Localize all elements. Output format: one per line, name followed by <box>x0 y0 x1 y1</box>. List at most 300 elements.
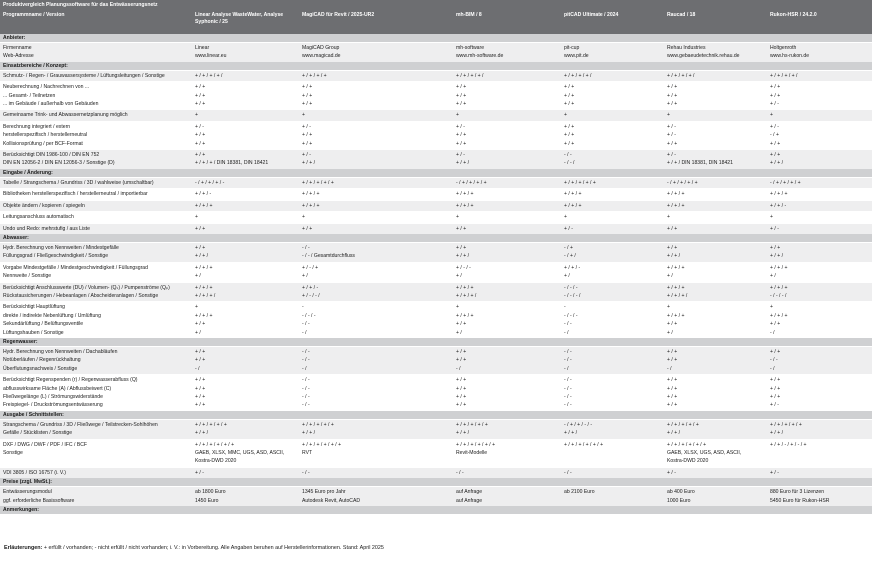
cell-value: + / + / + / + / <box>564 72 592 79</box>
cell-value: + / + <box>667 377 678 384</box>
cell-value: - / - <box>564 321 572 328</box>
criterion-cell <box>0 223 192 234</box>
cell-value: 1450 Euro <box>195 497 219 504</box>
value-cell <box>767 262 872 282</box>
cell-value: - / <box>667 365 672 372</box>
cell-value: + / + / - <box>770 202 787 209</box>
value-cell <box>767 487 872 506</box>
value-cell <box>192 467 299 478</box>
value-cell <box>767 212 872 223</box>
cell-value: + / + / + / <box>456 292 477 299</box>
cell-value: + / + <box>564 140 575 147</box>
criterion-label: Sekundärlüftung / Belüftungsventile <box>3 321 84 328</box>
cell-value: + <box>770 112 773 119</box>
cell-value: + / + <box>456 394 467 400</box>
value-cell <box>299 121 453 149</box>
cell-value: + / + / + <box>302 202 320 209</box>
value-cell <box>664 200 767 211</box>
cell-value: + / + / + / + / + <box>667 421 699 428</box>
section-header-row <box>0 411 872 420</box>
cell-value: + / + / + <box>195 202 213 209</box>
cell-value: + <box>667 304 670 311</box>
cell-value: + / + / + <box>302 191 320 198</box>
empty-cell <box>299 515 453 526</box>
criterion-label: Berücksichtigt DIN 1986-100 / DIN EN 752 <box>3 152 100 159</box>
value-cell <box>299 375 453 411</box>
criterion-label: DXF / DWG / DWF / PDF / IFC / BCF <box>3 441 88 448</box>
cell-value: + / + / - <box>302 284 319 291</box>
cell-value: + / + <box>667 348 678 355</box>
value-cell <box>299 200 453 211</box>
value-cell <box>561 43 664 62</box>
table-row <box>0 189 872 200</box>
cell-value: www.gebaeudetechnik.rehau.de <box>667 53 740 60</box>
value-cell <box>561 212 664 223</box>
cell-value: + / + <box>302 84 313 91</box>
value-cell <box>192 121 299 149</box>
cell-value: + / <box>667 273 673 280</box>
cell-value: Revit-Modelle <box>456 450 488 457</box>
criterion-label: Fließwegelänge (L) / Strömungswiderstände <box>3 394 103 400</box>
cell-value: www.linear.eu <box>195 53 227 60</box>
value-cell <box>664 189 767 200</box>
cell-value: + / + / + <box>770 284 788 291</box>
cell-value: - / - <box>564 152 572 159</box>
value-cell <box>299 177 453 188</box>
criterion-label: ggf. erforderliche Basissoftware <box>3 497 75 504</box>
value-cell <box>664 346 767 374</box>
cell-value: + / + <box>564 132 575 139</box>
value-cell <box>561 177 664 188</box>
value-cell <box>767 375 872 411</box>
header-label: Programmname / Version <box>0 11 192 34</box>
value-cell <box>453 242 561 262</box>
cell-value: + / + / + / + / + <box>456 421 488 428</box>
cell-value: 880 Euro für 3 Lizenzen <box>770 489 825 496</box>
cell-value: + / + / + / + <box>302 72 327 79</box>
criterion-label: Kollisionsprüfung / per BCF-Format <box>3 140 83 147</box>
cell-value: mh-software <box>456 45 485 51</box>
cell-value: + / + / + <box>564 191 582 198</box>
empty-cell <box>767 515 872 526</box>
cell-value: + <box>302 112 305 119</box>
value-cell <box>664 282 767 302</box>
value-cell <box>664 212 767 223</box>
value-cell <box>192 189 299 200</box>
cell-value: + / + <box>667 140 678 147</box>
criterion-cell <box>0 70 192 81</box>
table-row <box>0 375 872 411</box>
cell-value: + / + / <box>456 430 470 437</box>
cell-value: - / <box>770 329 775 336</box>
criterion-label: Lüftungshauben / Sonstige <box>3 329 64 336</box>
cell-value: + / + / <box>302 160 316 167</box>
cell-value: + / + <box>195 92 206 99</box>
cell-value: + / - <box>456 152 465 159</box>
criterion-label: Strangschema / Grundriss / 3D / Fließwege / Teilstrecken-Sohlhöhen <box>3 421 158 428</box>
value-cell <box>664 467 767 478</box>
cell-value: + / + / - / + / - / + <box>770 441 807 448</box>
cell-value: + / + <box>770 92 781 99</box>
section-title: Einsatzbereiche / Konzept: <box>0 62 872 71</box>
cell-value: + <box>667 214 670 221</box>
value-cell <box>453 189 561 200</box>
value-cell <box>767 419 872 439</box>
value-cell <box>299 82 453 110</box>
cell-value: GAEB, XLSX, UGS, ASD, ASCII, <box>667 450 742 457</box>
section-title: Anmerkungen: <box>0 506 872 515</box>
section-title: Preise (zzgl. MwSt.): <box>0 478 872 487</box>
cell-value: + / + / + <box>456 191 474 198</box>
cell-value: ab 400 Euro <box>667 489 695 496</box>
cell-value: + / + <box>667 321 678 328</box>
cell-value: + / + <box>770 377 781 384</box>
table-row <box>0 242 872 262</box>
cell-value: auf Anfrage <box>456 497 483 504</box>
value-cell <box>767 43 872 62</box>
cell-value: + / + / + / + / + / + <box>195 441 235 448</box>
criterion-label: direkte / indirekte Nebenlüftung / Umlüftung <box>3 312 101 319</box>
criterion-label: Freispiegel- / Druckströmungsentwässerung <box>3 402 103 409</box>
criterion-label: Objekte ändern / kopieren / spiegeln <box>3 202 85 209</box>
cell-value: - / <box>564 329 569 336</box>
criterion-cell <box>0 150 192 169</box>
value-cell <box>561 242 664 262</box>
cell-value: + <box>770 214 773 221</box>
cell-value: + / + <box>770 244 781 251</box>
table-row <box>0 121 872 149</box>
section-header-row <box>0 234 872 243</box>
cell-value: + / + / + <box>456 312 474 319</box>
cell-value: + / + <box>195 132 206 139</box>
table-row <box>0 223 872 234</box>
value-cell <box>192 82 299 110</box>
cell-value: + <box>564 214 567 221</box>
cell-value: - / <box>564 365 569 372</box>
criterion-label: Berücksichtigt Anschlusswerte (DU) / Volumen- (Qₛ) / Pumpenströme (Qₚ) <box>3 284 170 291</box>
cell-value: + / + <box>195 357 206 364</box>
criterion-label: Bibliotheken herstellerspezifisch / herstellerneutral / importierbar <box>3 191 148 198</box>
value-cell <box>299 282 453 302</box>
section-title: Abwasser: <box>0 234 872 243</box>
product-header: pitCAD Ultimate / 2024 <box>561 11 664 34</box>
cell-value: Kostra-DWD 2020 <box>195 458 237 465</box>
value-cell <box>561 282 664 302</box>
value-cell <box>192 487 299 506</box>
cell-value: + / + <box>770 348 781 355</box>
value-cell <box>192 150 299 169</box>
cell-value: + / + <box>667 357 678 364</box>
cell-value: + / + / + <box>456 202 474 209</box>
cell-value: - / <box>195 365 200 372</box>
value-cell <box>767 70 872 81</box>
value-cell <box>767 189 872 200</box>
cell-value: + / + <box>195 348 206 355</box>
value-cell <box>767 150 872 169</box>
cell-value: + / + / + / <box>667 292 688 299</box>
value-cell <box>453 121 561 149</box>
cell-value: + / + <box>770 140 781 147</box>
value-cell <box>561 223 664 234</box>
criterion-cell <box>0 200 192 211</box>
value-cell <box>192 302 299 338</box>
criterion-cell <box>0 110 192 121</box>
criterion-label: Hydr. Berechnung von Nennweiten / Dachabläufen <box>3 348 118 355</box>
table-row <box>0 110 872 121</box>
cell-value: + / + <box>195 244 206 251</box>
cell-value: + / <box>564 273 570 280</box>
value-cell <box>192 43 299 62</box>
value-cell <box>767 282 872 302</box>
cell-value: + / + <box>456 357 467 364</box>
value-cell <box>192 110 299 121</box>
cell-value: + / + <box>195 321 206 328</box>
cell-value: - / - / - / <box>564 292 581 299</box>
cell-value: - / + / + / + / + <box>770 179 801 186</box>
value-cell <box>561 189 664 200</box>
cell-value: - / - / - / <box>770 292 787 299</box>
cell-value: + / + / + <box>564 202 582 209</box>
criterion-cell <box>0 82 192 110</box>
empty-row <box>0 515 872 526</box>
criterion-cell <box>0 439 192 467</box>
value-cell <box>192 375 299 411</box>
value-cell <box>767 439 872 467</box>
cell-value: + <box>770 304 773 311</box>
criterion-label: Web-Adresse <box>3 53 34 60</box>
value-cell <box>664 439 767 467</box>
cell-value: + / + <box>667 394 678 400</box>
value-cell <box>561 200 664 211</box>
value-cell <box>192 262 299 282</box>
criterion-cell <box>0 177 192 188</box>
empty-cell <box>0 515 192 526</box>
value-cell <box>664 262 767 282</box>
cell-value: + / + <box>195 140 206 147</box>
value-cell <box>767 200 872 211</box>
cell-value: - <box>302 304 304 311</box>
cell-value: + / + <box>456 84 467 91</box>
cell-value: + / + / DIN 18381, DIN 18421 <box>667 160 733 167</box>
cell-value: - / <box>770 365 775 372</box>
value-cell <box>192 212 299 223</box>
cell-value: + / - / + <box>302 264 319 271</box>
value-cell <box>453 212 561 223</box>
criterion-label: ... Gesamt- / Teilnetzen <box>3 92 56 99</box>
cell-value: Holtgenroth <box>770 45 797 51</box>
cell-value: + / + <box>456 132 467 139</box>
cell-value: + <box>195 214 198 221</box>
table-row <box>0 177 872 188</box>
criterion-label: Überflutungsnachweis / Sonstige <box>3 365 78 372</box>
value-cell <box>664 82 767 110</box>
cell-value: + / - <box>302 123 311 130</box>
value-cell <box>664 242 767 262</box>
cell-value: + / - / - / <box>302 292 320 299</box>
value-cell <box>299 346 453 374</box>
cell-value: GAEB, XLSX, MMC, UGS, ASD, ASCII, <box>195 450 285 457</box>
table-title: Produktvergleich Planungssoftware für das Entwässerungsnetz <box>0 0 872 11</box>
value-cell <box>453 282 561 302</box>
product-header: Rukon-HSR / 24.2.0 <box>767 11 872 34</box>
cell-value: - / + / + / + / - <box>195 179 225 186</box>
cell-value: + / + / + / + / + <box>770 421 802 428</box>
cell-value: + / + <box>456 385 467 392</box>
cell-value: Autodesk Revit, AutoCAD <box>302 497 361 504</box>
criterion-label: Rückstausicherungen / Hebeanlagen / Abscheideranlagen / Sonstige <box>3 292 159 299</box>
criterion-label: Nennweite / Sonstige <box>3 273 52 280</box>
cell-value: + / + <box>302 101 313 108</box>
cell-value: - / - <box>302 402 310 409</box>
value-cell <box>767 121 872 149</box>
cell-value: + / + <box>195 152 206 159</box>
cell-value: - / - / - <box>564 284 578 291</box>
cell-value: - / - <box>302 244 310 251</box>
value-cell <box>664 487 767 506</box>
cell-value: + / <box>667 329 673 336</box>
table-row <box>0 419 872 439</box>
header-row <box>0 11 872 34</box>
value-cell <box>453 200 561 211</box>
table-row <box>0 262 872 282</box>
value-cell <box>192 282 299 302</box>
cell-value: + / - / - <box>456 264 471 271</box>
cell-value: + / - <box>667 123 676 130</box>
cell-value: - / - <box>564 469 572 476</box>
cell-value: ab 2100 Euro <box>564 489 595 496</box>
section-header-row <box>0 169 872 178</box>
value-cell <box>192 439 299 467</box>
criterion-cell <box>0 189 192 200</box>
section-title: Regenwasser: <box>0 338 872 347</box>
cell-value: + / + <box>667 385 678 392</box>
value-cell <box>453 487 561 506</box>
cell-value: + / - <box>456 123 465 130</box>
value-cell <box>664 419 767 439</box>
cell-value: + / + / + / + / + / + <box>456 441 496 448</box>
cell-value: + / + / + / + / <box>456 72 484 79</box>
cell-value: + / + / + <box>770 264 788 271</box>
cell-value: + / + <box>456 402 467 409</box>
criterion-cell <box>0 43 192 62</box>
cell-value: + / + <box>195 84 206 91</box>
cell-value: - / - / - <box>564 312 578 319</box>
value-cell <box>453 346 561 374</box>
cell-value: + / + / + / DIN 18381, DIN 18421 <box>195 160 269 167</box>
cell-value: + / + / + <box>667 284 685 291</box>
cell-value: + / + <box>770 385 781 392</box>
value-cell <box>453 419 561 439</box>
cell-value: + / + <box>564 84 575 91</box>
table-row <box>0 439 872 467</box>
cell-value: 5450 Euro für Rukon-HSR <box>770 497 830 504</box>
value-cell <box>299 242 453 262</box>
cell-value: - / - <box>564 402 572 409</box>
cell-value: + / + <box>456 140 467 147</box>
cell-value: ab 1800 Euro <box>195 489 226 496</box>
value-cell <box>453 467 561 478</box>
cell-value: - / <box>456 365 461 372</box>
value-cell <box>453 262 561 282</box>
cell-value: + / + / + <box>195 312 213 319</box>
empty-cell <box>453 515 561 526</box>
cell-value: + / + <box>770 321 781 328</box>
cell-value: + / + <box>667 402 678 409</box>
cell-value: + / + <box>456 321 467 328</box>
cell-value: + / - <box>667 152 676 159</box>
criterion-label: Notüberläufen / Regenrückhaltung <box>3 357 81 364</box>
cell-value: + / + / + / + / <box>195 72 223 79</box>
criterion-label: Schmutz- / Regen- / Grauwassersysteme / Lüftungsleitungen / Sonstige <box>3 72 165 79</box>
cell-value: Linear <box>195 45 210 51</box>
cell-value: + / + <box>667 101 678 108</box>
cell-value: - / - / Gesamtdurchfluss <box>302 253 355 260</box>
cell-value: - / - <box>564 385 572 392</box>
criterion-label: Tabelle / Strangschema / Grundriss / 3D / wahlweise (umschaltbar) <box>3 179 154 186</box>
value-cell <box>767 177 872 188</box>
cell-value: + / + / + / + / + / + <box>667 441 707 448</box>
criterion-label: Berücksichtigt Regenspenden (r) / Regenwasserabfluss (Q) <box>3 377 138 384</box>
value-cell <box>453 177 561 188</box>
cell-value: - / - <box>564 394 572 400</box>
criterion-cell <box>0 375 192 411</box>
cell-value: - / + <box>564 244 573 251</box>
cell-value: + / + / <box>667 253 681 260</box>
cell-value: Rehau Industries <box>667 45 706 51</box>
criterion-label: Firmenname <box>3 45 32 51</box>
criterion-cell <box>0 212 192 223</box>
cell-value: + / - <box>302 152 311 159</box>
section-title: Ausgabe / Schnittstellen: <box>0 411 872 420</box>
table-row <box>0 43 872 62</box>
criterion-label: Gemeinsame Trink- und Abwassernetzplanung möglich <box>3 112 128 119</box>
cell-value: + / + / - <box>195 191 212 198</box>
criterion-label: Füllungsgrad / Fließgeschwindigkeit / Sonstige <box>3 253 109 260</box>
cell-value: + / - <box>770 101 779 108</box>
cell-value: + / + <box>667 84 678 91</box>
cell-value: - / + / <box>564 253 576 260</box>
criterion-label: herstellerspezifisch / herstellerneutral <box>3 132 88 139</box>
legend-label: Erläuterungen: <box>4 545 43 551</box>
value-cell <box>767 242 872 262</box>
cell-value: - / + / + / + / + <box>456 179 487 186</box>
value-cell <box>453 223 561 234</box>
title-row <box>0 0 872 11</box>
value-cell <box>192 70 299 81</box>
table-row <box>0 282 872 302</box>
cell-value: - / - <box>302 357 310 364</box>
cell-value: - / - <box>564 348 572 355</box>
cell-value: + / + / - <box>564 264 581 271</box>
cell-value: + / <box>195 273 201 280</box>
cell-value: + / + <box>456 377 467 384</box>
cell-value: + / + / <box>456 253 470 260</box>
cell-value: + / - <box>770 225 779 232</box>
value-cell <box>299 467 453 478</box>
cell-value: + / + / + <box>667 312 685 319</box>
criterion-cell <box>0 346 192 374</box>
criterion-cell <box>0 302 192 338</box>
empty-cell <box>192 515 299 526</box>
value-cell <box>561 346 664 374</box>
value-cell <box>767 110 872 121</box>
cell-value: + / + / + <box>667 202 685 209</box>
cell-value: + / + <box>302 225 313 232</box>
table-row <box>0 467 872 478</box>
cell-value: pit-cup <box>564 45 580 51</box>
cell-value: + / + / <box>195 253 209 260</box>
cell-value: + / + <box>564 123 575 130</box>
